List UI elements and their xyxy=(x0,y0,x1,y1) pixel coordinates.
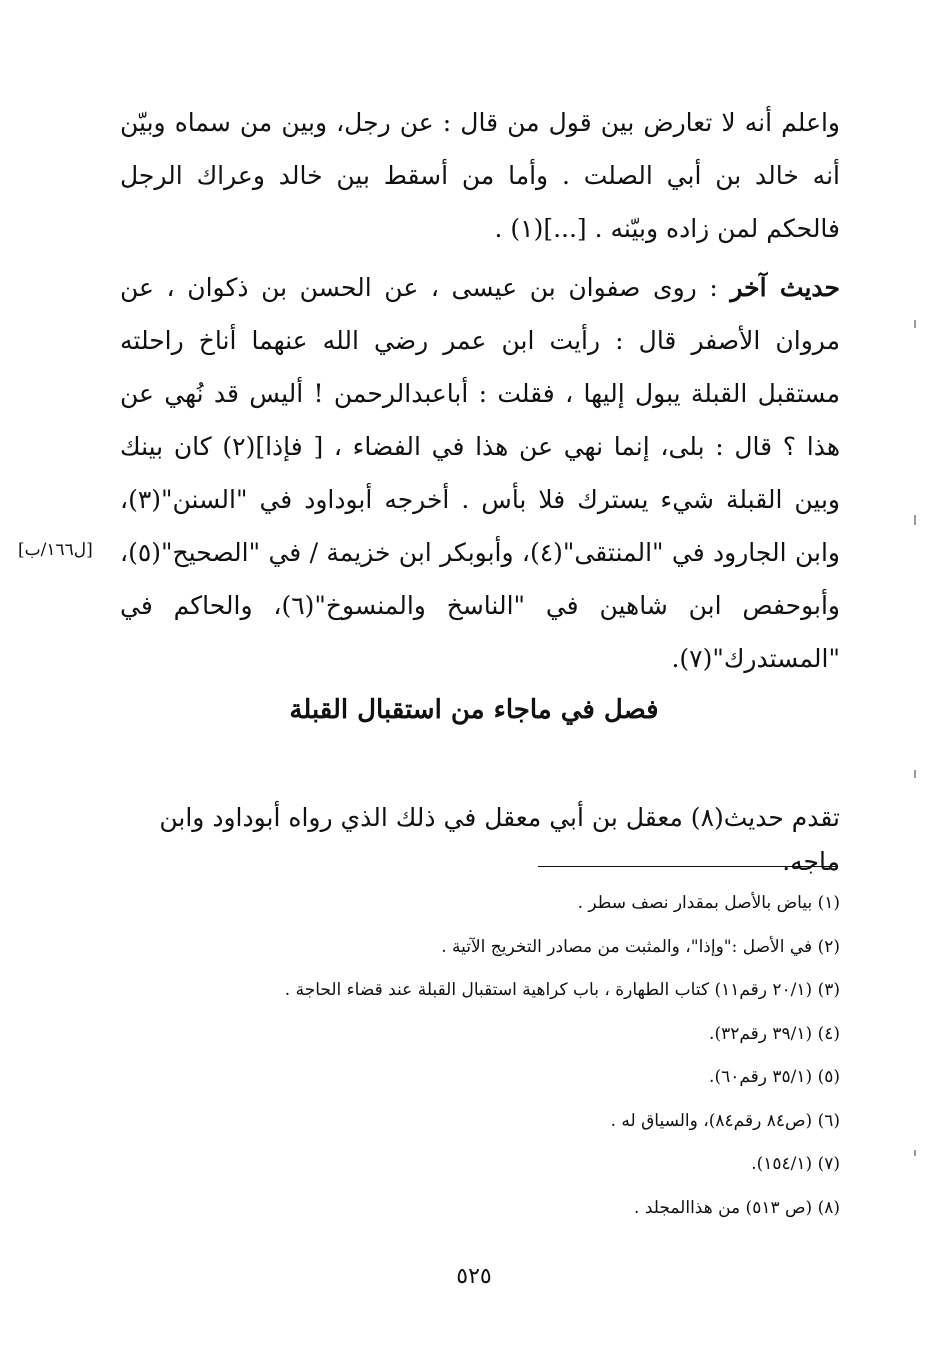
footnote-2: (٢) في الأصل :"وإذا"، والمثبت من مصادر التخريج الآتية . xyxy=(441,936,840,957)
main-text xyxy=(120,96,840,685)
section-intro: تقدم حديث(٨) معقل بن أبي معقل في ذلك الذي رواه أبوداود وابن ماجه. xyxy=(159,803,840,876)
paragraph-2-lead: حديث آخر xyxy=(730,273,840,302)
paragraph-2 xyxy=(120,261,840,685)
paragraph-2-text: : روى صفوان بن عيسى ، عن الحسن بن ذكوان ، عن مروان الأصفر قال : رأيت ابن عمر رضي الله عنهما أناخ راحلته مستقبل القبلة يبول إليها ، فقلت : أباعبدالرحمن ! أليس قد نُهي عن هذا ؟ قال : بلى، إنما نهي عن هذا في الفضاء ، [ فإذا](٢) كان بينك وبين القبلة شيء يسترك فلا بأس . أخرجه أبوداود في "السنن"(٣)، وابن الجارود في "المنتقى"(٤)، وأبوبكر ابن خزيمة / في "الصحيح"(٥)، وأبوحفص ابن شاهين في "الناسخ والمنسوخ"(٦)، والحاكم في "المستدرك"(٧). xyxy=(120,273,840,673)
scan-mark xyxy=(914,515,916,525)
footnote-separator xyxy=(538,866,838,867)
footnote-7: (٧) (١٥٤/١). xyxy=(751,1154,840,1174)
footnote-1: (١) بياض بالأصل بمقدار نصف سطر . xyxy=(577,893,840,913)
scan-mark xyxy=(914,770,916,778)
footnotes xyxy=(120,882,840,1230)
scan-mark xyxy=(914,1150,916,1156)
paragraph-1: واعلم أنه لا تعارض بين قول من قال : عن رجل، وبين من سماه وبيّن أنه خالد بن أبي الصلت . وأما من أسقط بين خالد وعراك الرجل فالحكم لمن زاده وبيّنه . [...](١) . xyxy=(120,108,840,243)
footnote-3: (٣) (٢٠/١ رقم١١) كتاب الطهارة ، باب كراهية استقبال القبلة عند قضاء الحاجة . xyxy=(284,980,840,1000)
scan-mark xyxy=(914,320,916,328)
margin-folio-note: [ل١٦٦/ب] xyxy=(18,540,93,560)
footnote-8: (٨) (ص ٥١٣) من هذاالمجلد . xyxy=(634,1197,840,1218)
footnote-6: (٦) (ص٨٤ رقم٨٤)، والسياق له . xyxy=(610,1110,840,1131)
footnote-4: (٤) (٣٩/١ رقم٣٢). xyxy=(709,1023,840,1044)
section-heading: فصل في ماجاء من استقبال القبلة xyxy=(289,695,659,725)
page-number: ٥٢٥ xyxy=(456,1264,492,1289)
footnote-5: (٥) (٣٥/١ رقم٦٠). xyxy=(709,1067,840,1087)
